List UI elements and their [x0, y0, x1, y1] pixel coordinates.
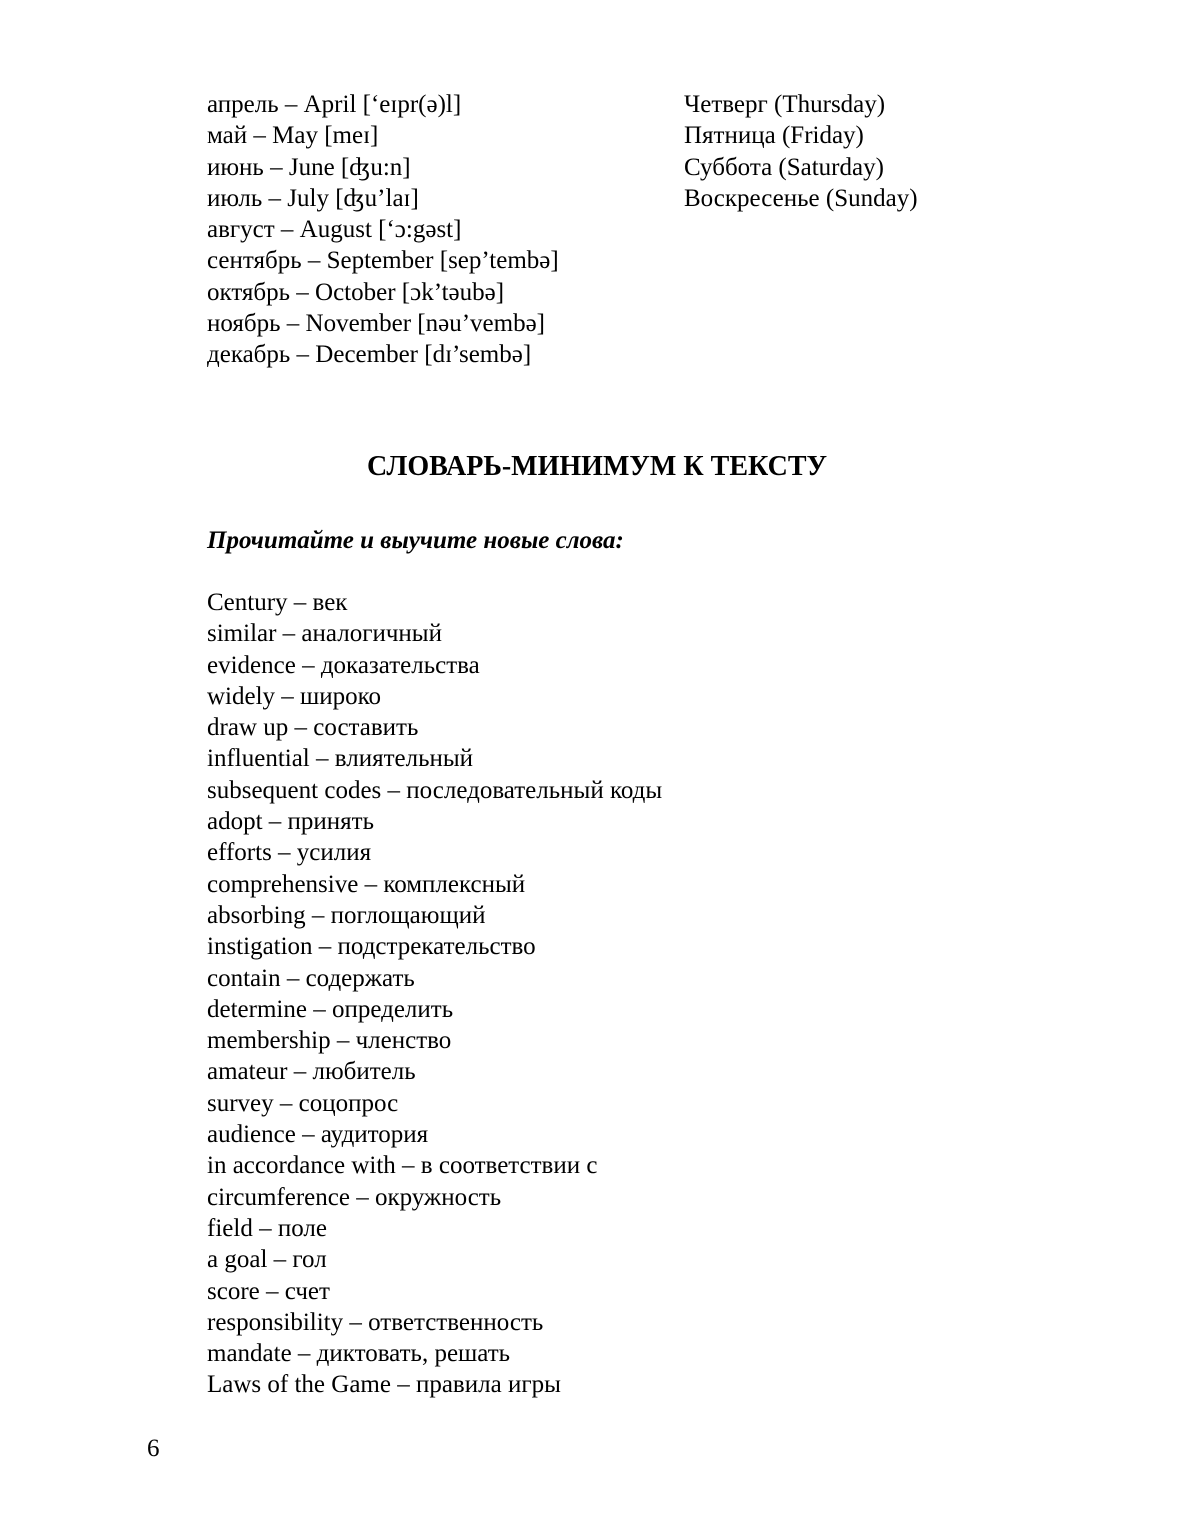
day-entry: Суббота (Saturday): [684, 153, 884, 181]
vocab-entry: score – счет: [207, 1277, 330, 1305]
month-entry: ноябрь – November [nəu’vembə]: [207, 310, 546, 338]
month-entry: апрель – April [‘eɪpr(ə)l]: [207, 91, 462, 118]
vocab-entry: comprehensive – комплексный: [207, 870, 526, 898]
vocab-entry: mandate – диктовать, решать: [207, 1340, 511, 1368]
vocab-entry: in accordance with – в соответствии с: [207, 1152, 598, 1180]
vocab-entry: subsequent codes – последовательный коды: [207, 776, 663, 804]
month-entry: август – August [‘ɔ:gəst]: [207, 216, 462, 244]
vocab-entry: Laws of the Game – правила игры: [207, 1371, 561, 1399]
vocab-entry: circumference – окружность: [207, 1183, 502, 1211]
month-entry: май – May [meɪ]: [207, 122, 379, 150]
vocab-entry: absorbing – поглощающий: [207, 901, 486, 929]
month-entry: сентябрь – September [sep’tembə]: [207, 247, 559, 275]
vocab-entry: amateur – любитель: [207, 1058, 416, 1086]
vocab-entry: audience – аудитория: [207, 1121, 429, 1149]
page-number: 6: [147, 1435, 160, 1462]
months-list: [207, 89, 559, 371]
vocab-entry: field – поле: [207, 1214, 327, 1242]
day-entry: Пятница (Friday): [684, 122, 864, 150]
vocab-entry: membership – членство: [207, 1027, 452, 1055]
vocab-entry: determine – определить: [207, 995, 454, 1023]
vocab-entry: responsibility – ответственность: [207, 1308, 544, 1336]
vocab-entry: a goal – гол: [207, 1246, 327, 1274]
vocab-entry: evidence – доказательства: [207, 651, 480, 679]
vocab-entry: survey – соцопрос: [207, 1089, 399, 1117]
vocabulary-list: [207, 587, 662, 1401]
days-list: [684, 89, 918, 214]
vocab-entry: Century – век: [207, 589, 348, 616]
vocab-entry: efforts – усилия: [207, 839, 372, 867]
instruction-text: Прочитайте и выучите новые слова:: [207, 527, 624, 554]
day-entry: Воскресенье (Sunday): [684, 184, 918, 212]
month-entry: октябрь – October [ɔk’təubə]: [207, 278, 505, 306]
vocab-entry: influential – влиятельный: [207, 745, 474, 773]
vocab-entry: adopt – принять: [207, 808, 375, 836]
vocab-entry: widely – широко: [207, 682, 382, 710]
month-entry: июль – July [ʤu’laɪ]: [207, 184, 419, 212]
vocab-entry: draw up – составить: [207, 714, 419, 742]
section-title: СЛОВАРЬ-МИНИМУМ К ТЕКСТУ: [366, 451, 828, 482]
day-entry: Четверг (Thursday): [684, 91, 886, 118]
vocab-entry: similar – аналогичный: [207, 620, 442, 648]
vocab-entry: instigation – подстрекательство: [207, 933, 536, 961]
month-entry: июнь – June [ʤu:n]: [207, 153, 411, 181]
vocab-entry: contain – содержать: [207, 964, 415, 992]
month-entry: декабрь – December [dɪ’sembə]: [207, 341, 532, 369]
